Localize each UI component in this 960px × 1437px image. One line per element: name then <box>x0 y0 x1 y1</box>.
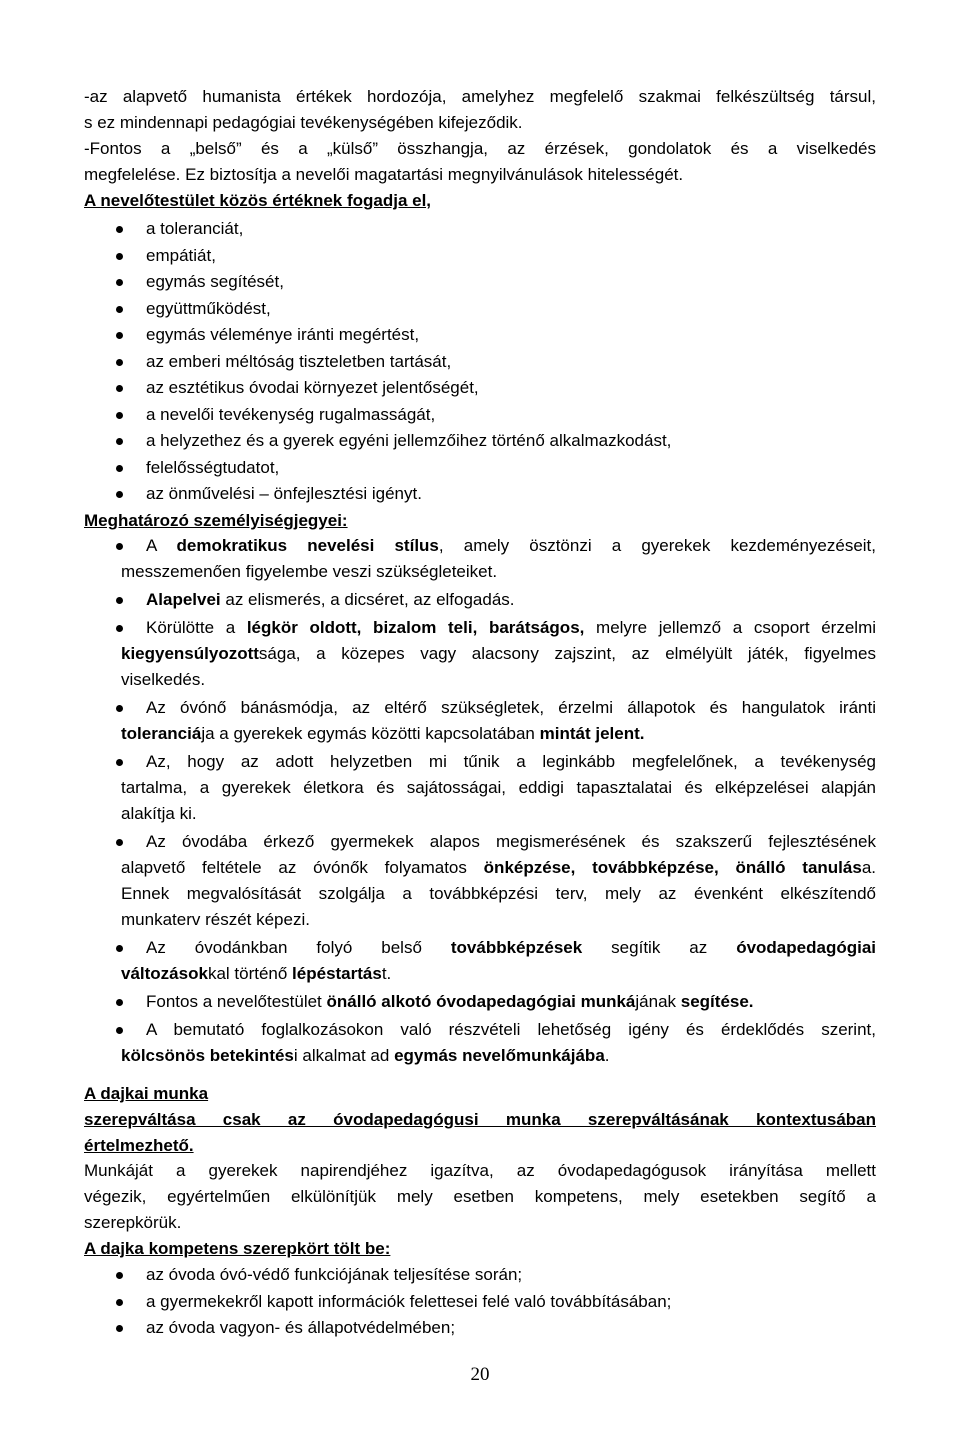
list-item: egymás segítését, <box>0 269 960 296</box>
bullet-icon <box>116 705 123 712</box>
trait-item: Az óvónő bánásmódja, az eltérő szükségletek, érzelmi állapotok és hangulatok iránti toleranciája a gyerekek egymás közötti kapcsolatában mintát jelent. <box>0 695 960 747</box>
dajka-line-2-text: értelmezhető. <box>84 1136 194 1155</box>
trait-item: Fontos a nevelőtestület önálló alkotó óvodapedagógiai munkájának segítése. <box>0 989 960 1015</box>
bullet-icon <box>116 1272 123 1279</box>
bullet-icon <box>116 839 123 846</box>
intro-line-2: s ez mindennapi pedagógiai tevékenységében kifejeződik. <box>84 113 523 132</box>
list-item: az óvoda vagyon- és állapotvédelmében; <box>0 1315 960 1342</box>
competence-list <box>0 1262 960 1342</box>
list-item: az óvoda óvó-védő funkciójának teljesítése során; <box>0 1262 960 1289</box>
values-list <box>0 216 960 508</box>
list-item: felelősségtudatot, <box>0 455 960 482</box>
bullet-icon <box>116 945 123 952</box>
bullet-icon <box>116 253 123 260</box>
bullet-icon <box>116 226 123 233</box>
list-item: a toleranciát, <box>0 216 960 243</box>
list-item: empátiát, <box>0 243 960 270</box>
list-item: együttműködést, <box>0 296 960 323</box>
trait-item: Az, hogy az adott helyzetben mi tűnik a leginkább megfelelőnek, a tevékenység tartalma, a gyerekek életkora és sajátosságai, eddigi tapasztalatai és elképzelései alapján alakítja ki. <box>0 749 960 827</box>
bullet-icon <box>116 306 123 313</box>
dajka-title-text: A dajkai munka <box>84 1084 209 1103</box>
dajka-line-2 <box>84 1133 876 1159</box>
trait-item: Alapelvei az elismerés, a dicséret, az elfogadás. <box>0 587 960 613</box>
bullet-icon <box>116 332 123 339</box>
traits-heading-text: Meghatározó személyiségjegyei: <box>84 511 348 530</box>
bullet-icon <box>116 999 123 1006</box>
bullet-icon <box>116 465 123 472</box>
list-item: az esztétikus óvodai környezet jelentőségét, <box>0 375 960 402</box>
dajka-para-line-2: végezik, egyértelműen elkülönítjük mely esetben kompetens, mely esetekben segítő a <box>84 1187 876 1206</box>
bullet-icon <box>116 1027 123 1034</box>
bullet-icon <box>116 1299 123 1306</box>
intro-line-1: -az alapvető humanista értékek hordozója, amelyhez megfelelő szakmai felkészültség társul, <box>84 87 876 106</box>
values-heading <box>84 188 876 214</box>
bullet-icon <box>116 543 123 550</box>
bullet-icon <box>116 385 123 392</box>
trait-item: Az óvodába érkező gyermekek alapos megismerésének és szakszerű fejlesztésének alapvető feltétele az óvónők folyamatos önképzése, továbbképzése, önálló tanulása. Ennek megvalósítását szolgálja a továbbképzési terv, mely az évenként elkészítendő munkaterv részét képezi. <box>0 829 960 933</box>
values-heading-text: A nevelőtestület közös értéknek fogadja el, <box>84 191 432 210</box>
dajka-title <box>84 1081 876 1107</box>
intro-line-3: -Fontos a „belső” és a „külső” összhangja, az érzések, gondolatok és a viselkedés <box>84 139 876 158</box>
dajka-line-1 <box>84 1107 876 1133</box>
list-item: a gyermekekről kapott információk felettesei felé való továbbításában; <box>0 1289 960 1316</box>
competence-heading <box>84 1236 876 1262</box>
traits-heading <box>84 508 876 534</box>
dajka-para-line-1: Munkáját a gyerekek napirendjéhez igazítva, az óvodapedagógusok irányítása mellett <box>84 1161 876 1180</box>
bullet-icon <box>116 412 123 419</box>
list-item: a helyzethez és a gyerek egyéni jellemzőihez történő alkalmazkodást, <box>0 428 960 455</box>
trait-item: A bemutató foglalkozásokon való részvételi lehetőség igény és érdeklődés szerint, kölcsönös betekintési alkalmat ad egymás nevelőmunkájába. <box>0 1017 960 1069</box>
bullet-icon <box>116 438 123 445</box>
intro-line-4: megfelelése. Ez biztosítja a nevelői magatartási megnyilvánulások hitelességét. <box>84 165 684 184</box>
bullet-icon <box>116 359 123 366</box>
trait-item: A demokratikus nevelési stílus, amely ösztönzi a gyerekek kezdeményezéseit, messzemenően figyelembe veszi szükségleteiket. <box>0 533 960 585</box>
dajka-para-line-3: szerepkörük. <box>84 1213 182 1232</box>
competence-heading-text: A dajka kompetens szerepkört tölt be: <box>84 1239 391 1258</box>
bullet-icon <box>116 279 123 286</box>
list-item: egymás véleménye iránti megértést, <box>0 322 960 349</box>
trait-item: Az óvodánkban folyó belső továbbképzések segítik az óvodapedagógiai változásokkal történő lépéstartást. <box>0 935 960 987</box>
list-item: a nevelői tevékenység rugalmasságát, <box>0 402 960 429</box>
bullet-icon <box>116 625 123 632</box>
traits-list <box>0 533 960 1071</box>
list-item: az emberi méltóság tiszteletben tartását, <box>0 349 960 376</box>
bullet-icon <box>116 597 123 604</box>
bullet-icon <box>116 491 123 498</box>
trait-item: Körülötte a légkör oldott, bizalom teli, barátságos, melyre jellemző a csoport érzelmi kiegyensúlyozottsága, a közepes vagy alacsony zajszint, az elmélyült játék, figyelmes viselkedés. <box>0 615 960 693</box>
list-item: az önművelési – önfejlesztési igényt. <box>0 481 960 508</box>
bullet-icon <box>116 1325 123 1332</box>
dajka-line-1-text: szerepváltása csak az óvodapedagógusi munka szerepváltásának kontextusában <box>84 1110 876 1129</box>
page-number: 20 <box>470 1364 490 1385</box>
bullet-icon <box>116 759 123 766</box>
